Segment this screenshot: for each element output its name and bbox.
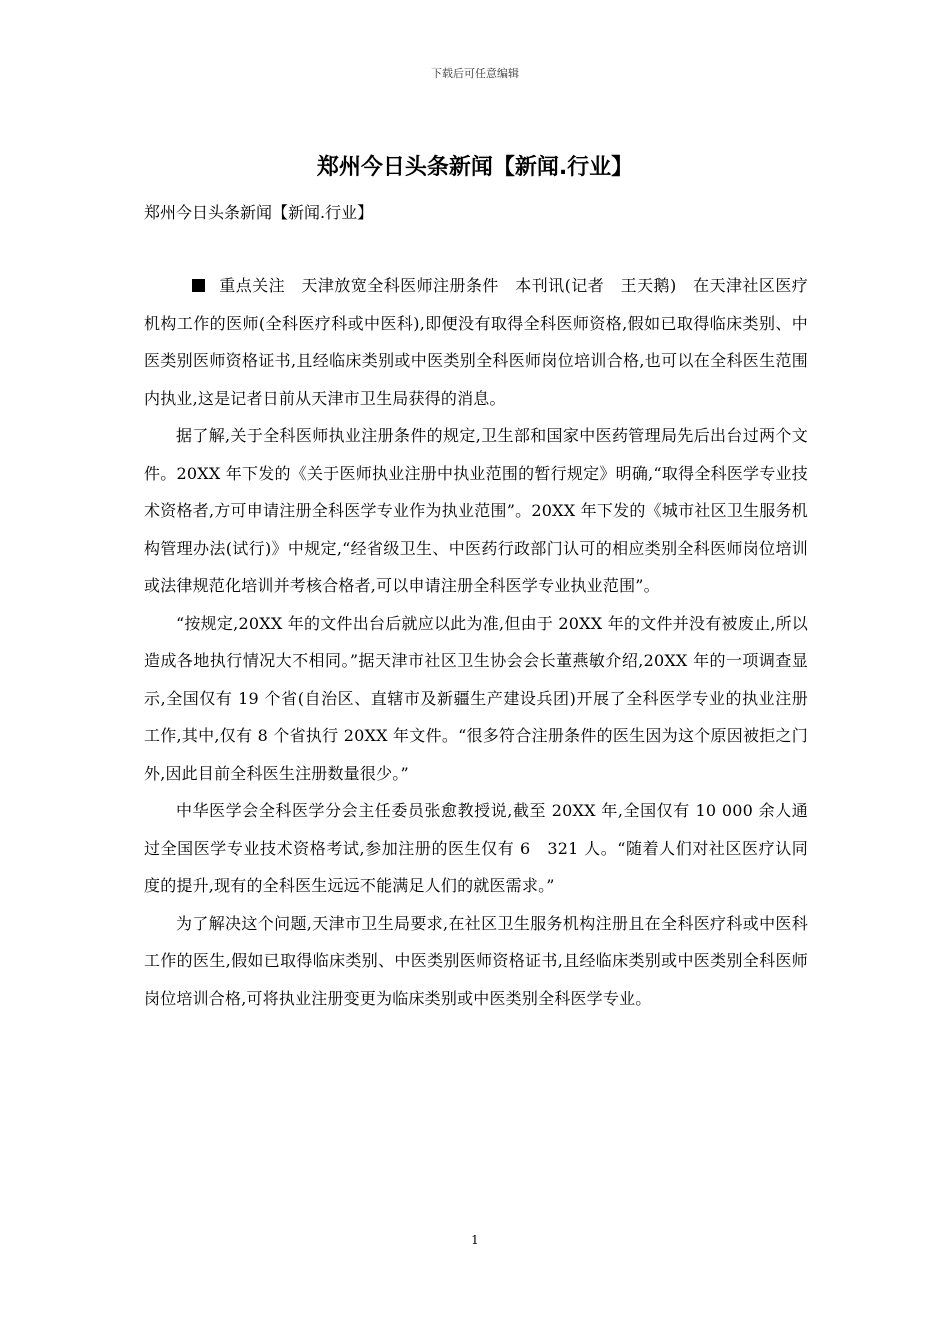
document-subtitle: 郑州今日头条新闻【新闻.行业】: [144, 203, 374, 222]
header-note: 下载后可任意编辑: [431, 67, 519, 80]
square-bullet-icon: [192, 279, 205, 292]
paragraph-1: [144, 267, 808, 417]
document-title: 郑州今日头条新闻【新闻.行业】: [316, 155, 634, 180]
paragraph-5: 为了解决这个问题,天津市卫生局要求,在社区卫生服务机构注册且在全科医疗科或中医科工作的医生,假如已取得临床类别、中医类别医师资格证书,且经临床类别或中医类别全科医师岗位培训合格,可将执业注册变更为临床类别或中医类别全科医学专业。: [144, 913, 808, 1008]
paragraph-3: “按规定,20XX 年的文件出台后就应以此为准,但由于 20XX 年的文件并没有被废止,所以造成各地执行情况大不相同。”据天津市社区卫生协会会长董燕敏介绍,20XX 年的一项调查显示,全国仅有 19 个省(自治区、直辖市及新疆生产建设兵团)开展了全科医学专业的执业注册工作,其中,仅有 8 个省执行 20XX 年文件。“很多符合注册条件的医生因为这个原因被拒之门外,因此目前全科医生注册数量很少。”: [144, 613, 808, 783]
paragraph-2: 据了解,关于全科医师执业注册条件的规定,卫生部和国家中医药管理局先后出台过两个文件。20XX 年下发的《关于医师执业注册中执业范围的暂行规定》明确,“取得全科医学专业技术资格者,方可申请注册全科医学专业作为执业范围”。20XX 年下发的《城市社区卫生服务机构管理办法(试行)》中规定,“经省级卫生、中医药行政部门认可的相应类别全科医师岗位培训或法律规范化培训并考核合格者,可以申请注册全科医学专业执业范围”。: [144, 426, 808, 595]
article-body: [144, 267, 808, 1017]
paragraph-1-text: 重点关注 天津放宽全科医师注册条件 本刊讯(记者 王天鹅) 在天津社区医疗机构工作的医师(全科医疗科或中医科),即便没有取得全科医师资格,假如已取得临床类别、中医类别医师资格证书,且经临床类别或中医类别全科医师岗位培训合格,也可以在全科医生范围内执业,这是记者日前从天津市卫生局获得的消息。: [144, 276, 808, 408]
paragraph-4: 中华医学会全科医学分会主任委员张愈教授说,截至 20XX 年,全国仅有 10 000 余人通过全国医学专业技术资格考试,参加注册的医生仅有 6 321 人。“随着人们对社区医疗认同度的提升,现有的全科医生远远不能满足人们的就医需求。”: [144, 801, 808, 895]
page-number: 1: [471, 1233, 479, 1247]
